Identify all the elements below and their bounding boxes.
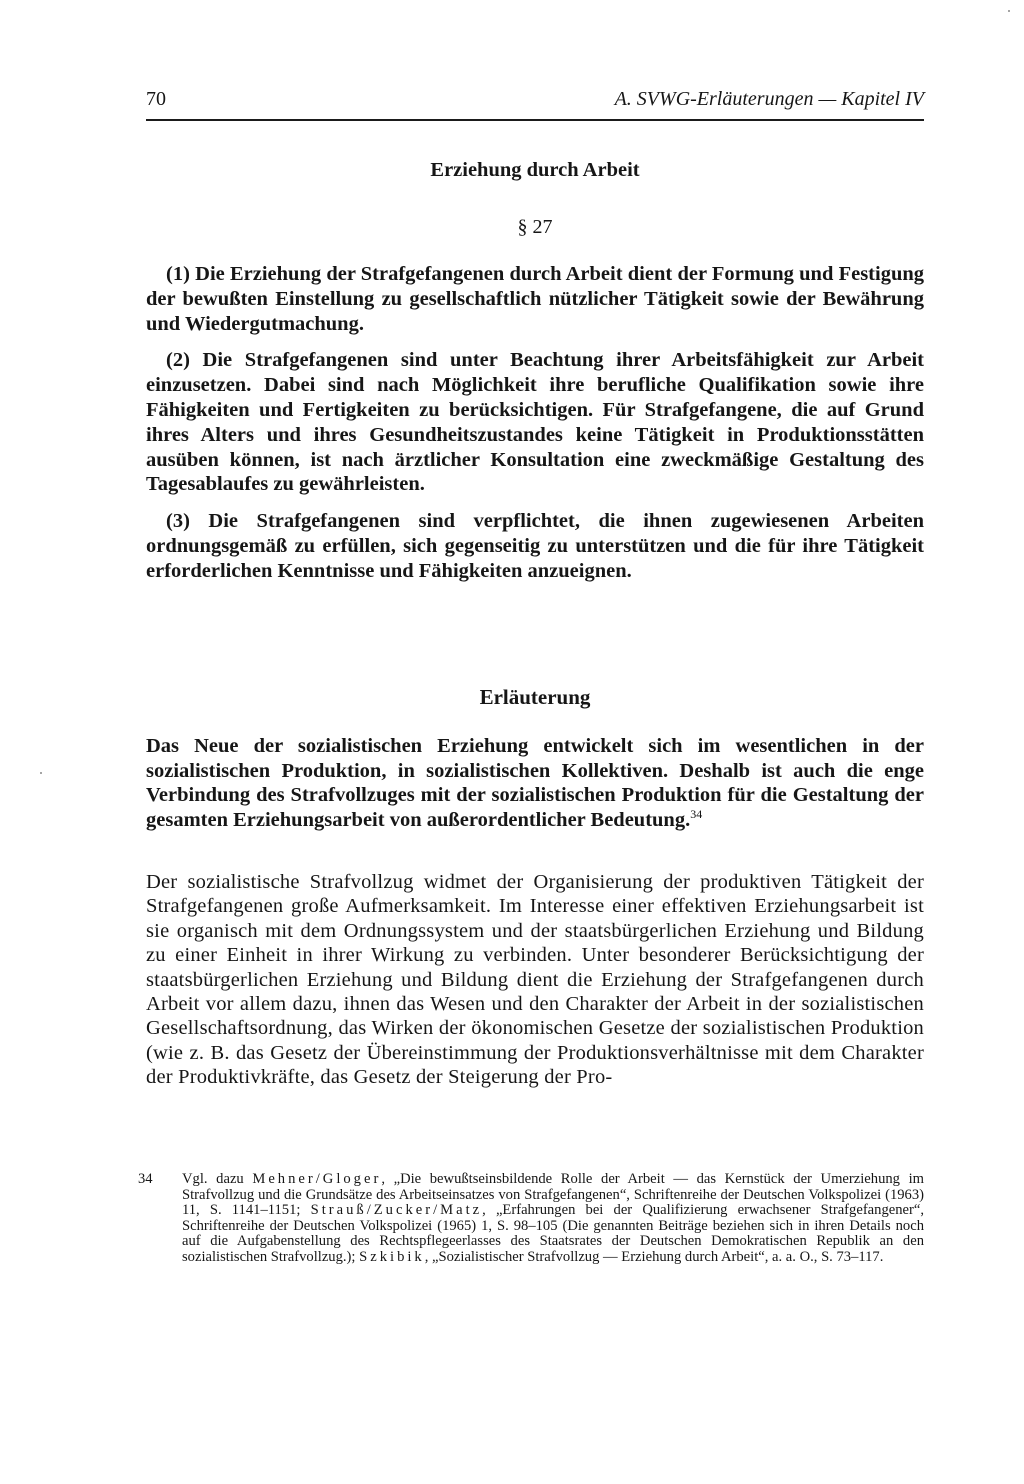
footnote-number: 34	[138, 1171, 153, 1187]
footnote-author: Mehner/Gloger	[252, 1171, 382, 1187]
paragraph-number: § 27	[517, 216, 553, 238]
scan-speck	[1008, 10, 1010, 12]
law-paragraph-3: (3) Die Strafgefangenen sind verpflichtet, die ihnen zugewiesenen Arbeiten ordnungsgemäß zu erfüllen, sich gegenseitig zu unterstützen und die für ihre Tätigkeit erforderlichen Kenntnisse und Fähigkeiten anzueignen.	[146, 510, 924, 582]
footnote-text-part: , „Die bewußtseinsbildende Rolle der Arbeit — das Kernstück der Umerziehung im Strafvollzug und die Grundsätze des Arbeitseinsatzes von Strafgefangenen“, Schriftenreihe der Deutschen Volkspolizei (1963) 11, S. 1141–1151;	[182, 1171, 924, 1218]
lead-paragraph	[146, 734, 924, 832]
footnote-text-part: Vgl. dazu	[182, 1171, 253, 1187]
footnote	[138, 1171, 924, 1265]
footnote-text-part: , „Sozialistischer Strafvollzug — Erziehung durch Arbeit“, a. a. O., S. 73–117.	[424, 1248, 884, 1265]
explanation-heading: Erläuterung	[479, 685, 591, 709]
law-paragraph-1: (1) Die Erziehung der Strafgefangenen durch Arbeit dient der Formung und Festigung der bewußten Einstellung zu gesellschaftlich nützlicher Tätigkeit sowie der Bewährung und Wiedergutmachung.	[146, 263, 924, 335]
footnote-reference: 34	[690, 806, 703, 821]
header-rule	[146, 119, 924, 121]
law-paragraph-2: (2) Die Strafgefangenen sind unter Beachtung ihrer Arbeitsfähigkeit zur Arbeit einzusetzen. Dabei sind nach Möglichkeit ihre berufliche Qualifikation sowie ihre Fähigkeiten und Fertigkeiten zu berücksichtigen. Für Strafgefangene, die auf Grund ihres Alters und ihres Gesundheitszustandes keine Tätigkeit in Produktionsstätten ausüben können, ist nach ärztlicher Konsultation eine zweckmäßige Gestaltung des Tagesablaufes zu gewährleisten.	[146, 349, 924, 496]
body-paragraph: Der sozialistische Strafvollzug widmet der Organisierung der produktiven Tätigkeit der Strafgefangenen große Aufmerksamkeit. Im Interesse einer effektiven Erziehungsarbeit ist sie organisch mit dem Ordnungssystem und der staatsbürgerlichen Erziehung und Bildung zu einer Einheit in ihrer Wirkung zu verbinden. Unter besonderer Berücksichtigung der staatsbürgerlichen Erziehung und Bildung dient die Erziehung der Strafgefangenen durch Arbeit vor allem dazu, ihnen das Wesen und den Charakter der Arbeit in der sozialistischen Gesellschaftsordnung, das Wirken der ökonomischen Gesetze der sozialistischen Produktion (wie z. B. das Gesetz der Übereinstimmung der Produktionsverhältnisse mit dem Charakter der Produktivkräfte, das Gesetz der Steigerung der Pro-	[146, 871, 924, 1089]
footnote-author: Szkibik	[359, 1248, 425, 1265]
footnote-text-part: , „Erfahrungen bei der Qualifizierung erwachsener Strafgefangener“, Schriftenreihe der Deutschen Volkspolizei (1965) 1, S. 98–105 (Die genannten Beiträge beziehen sich in ihren Details noch auf die Aufgabenstellung des Rechtspflegeerlasses des Staatsrates der Deutschen Demokratischen Republik an den sozialistischen Strafvollzug.);	[182, 1202, 924, 1265]
law-text	[146, 262, 924, 596]
footnote-text	[182, 1172, 924, 1265]
lead-text: Das Neue der sozialistischen Erziehung entwickelt sich im wesentlichen in der sozialistischen Produktion, in sozialistischen Kollektiven. Deshalb ist auch die enge Verbindung des Strafvollzuges mit der sozialistischen Produktion für die Gestaltung der gesamten Erziehungsarbeit von außerordentlicher Bedeutung.	[146, 735, 924, 831]
footnote-author: Strauß/Zucker/Matz	[310, 1202, 483, 1218]
page-number: 70	[146, 88, 166, 110]
section-title: Erziehung durch Arbeit	[430, 159, 640, 181]
running-head: A. SVWG-Erläuterungen — Kapitel IV	[614, 88, 924, 110]
scan-speck	[40, 772, 42, 774]
